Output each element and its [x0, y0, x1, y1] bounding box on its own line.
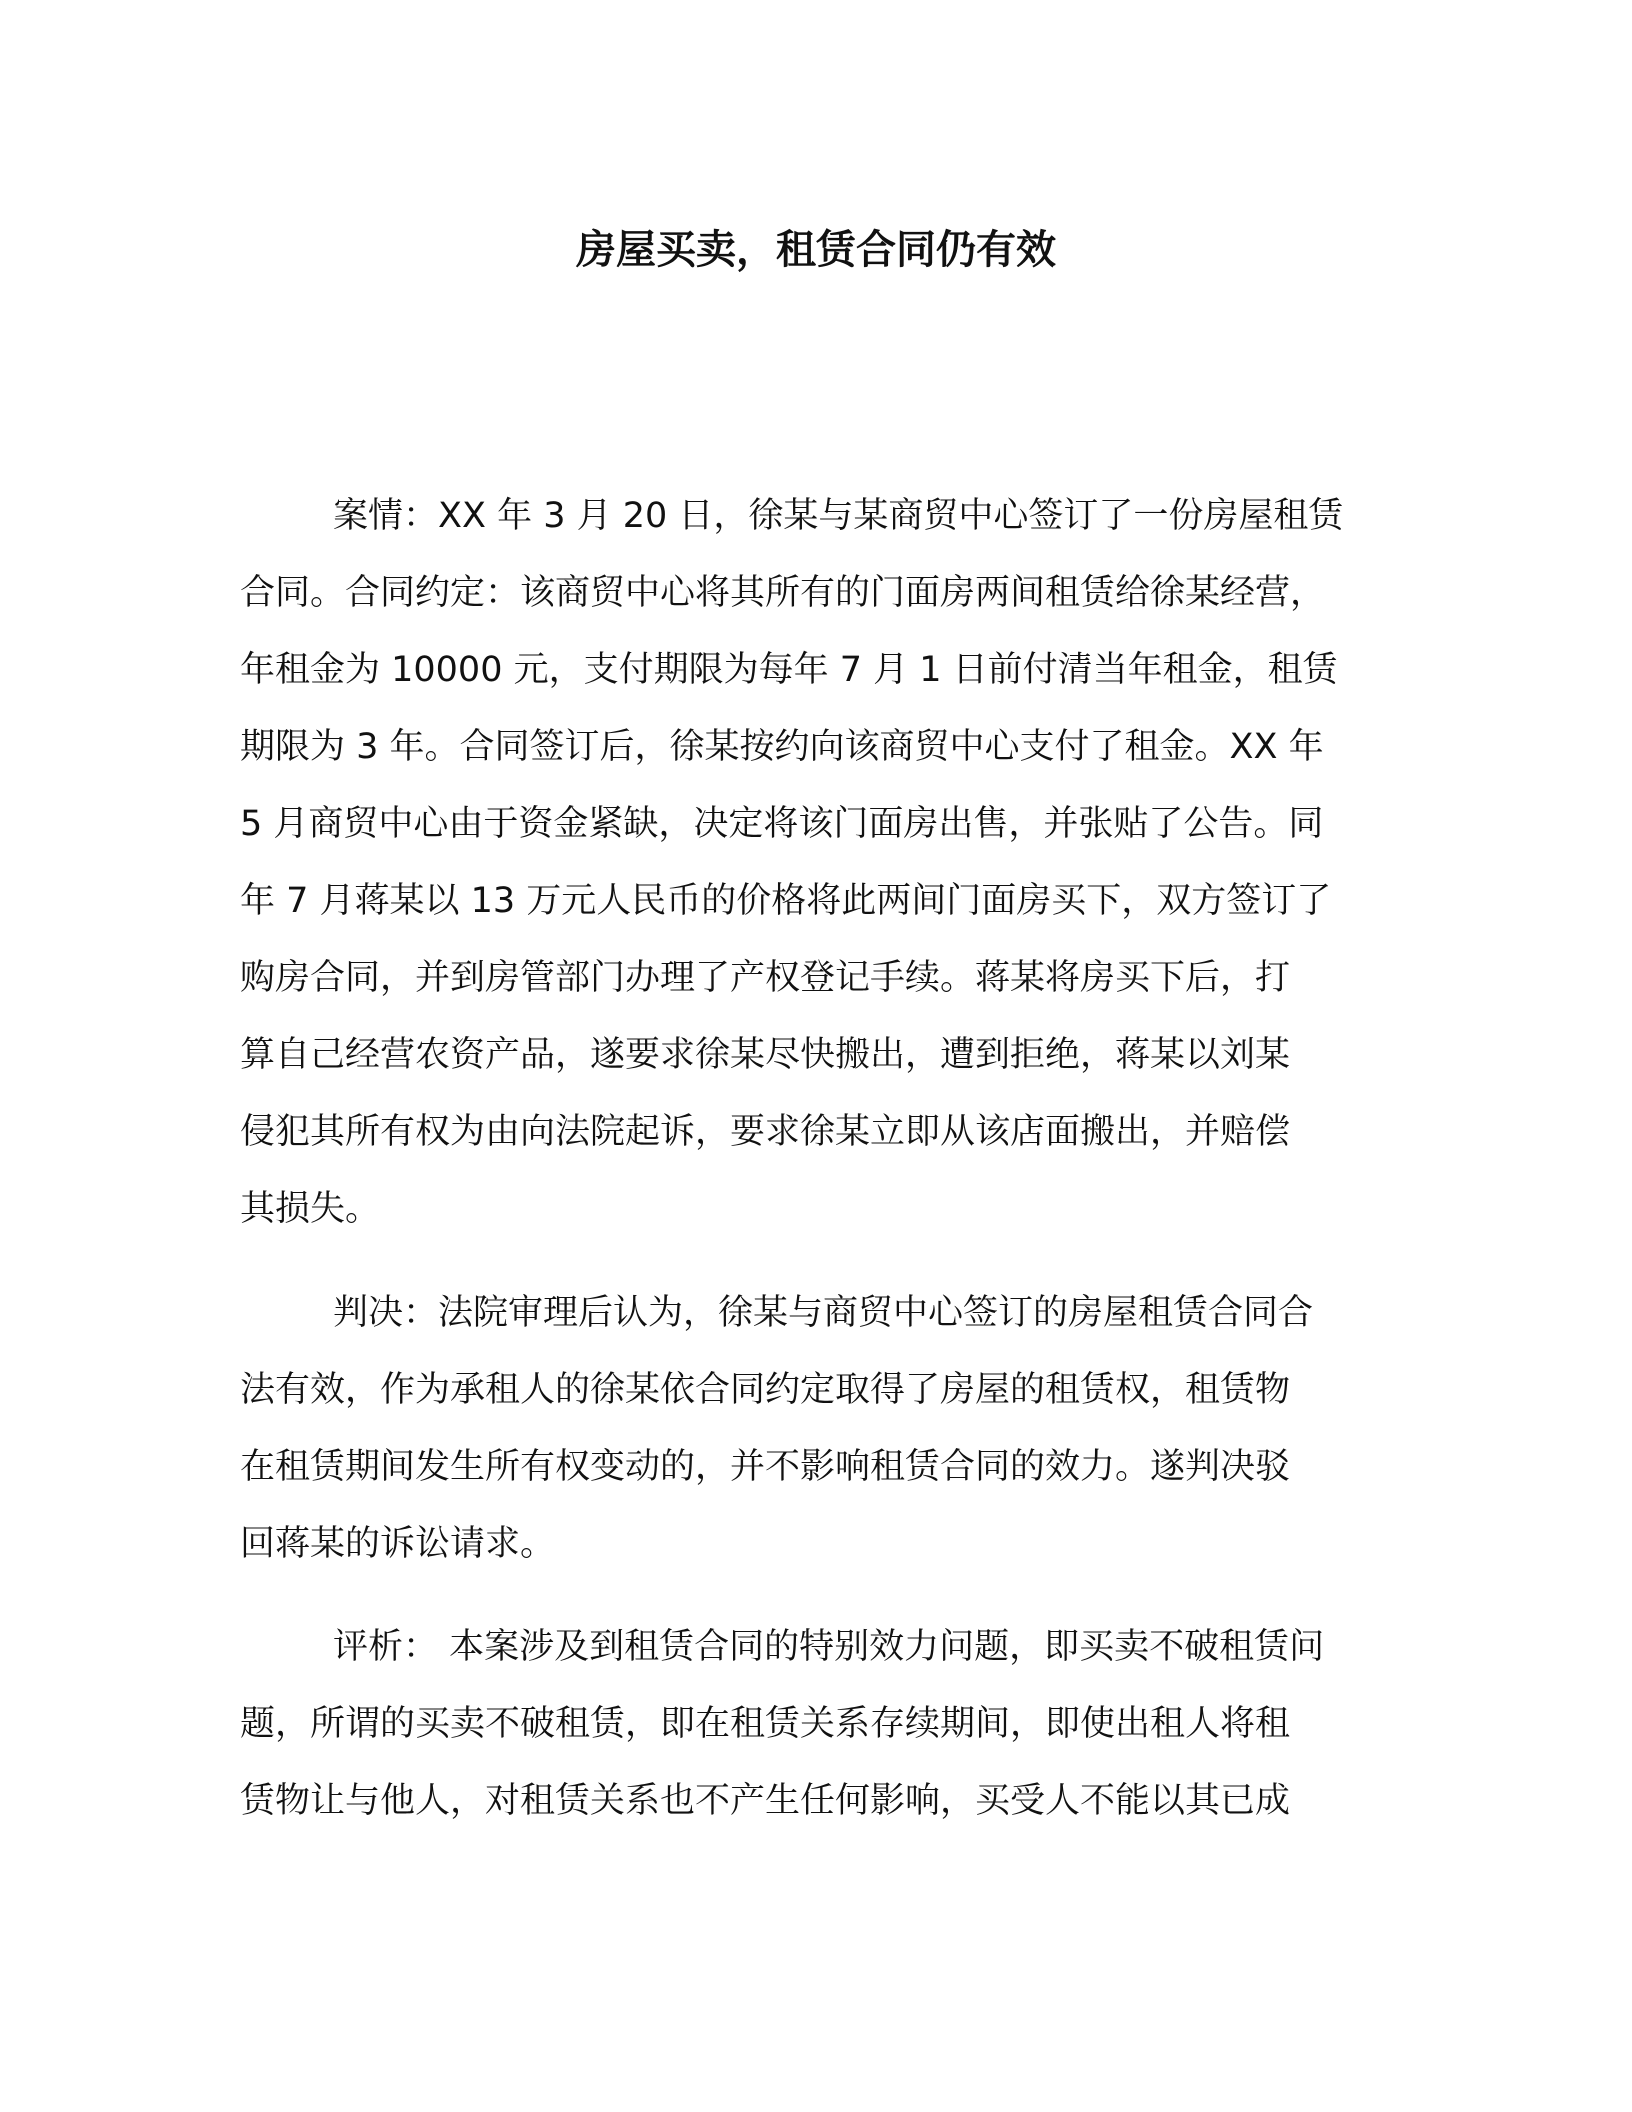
document-title: 房屋买卖，租赁合同仍有效	[576, 227, 1056, 273]
text-line: 案情：XX 年 3 月 20 日，徐某与某商贸中心签订了一份房屋租赁	[333, 496, 1344, 536]
text-line: 算自己经营农资产品，遂要求徐某尽快搬出，遭到拒绝，蒋某以刘某	[240, 1035, 1291, 1075]
paragraph-analysis	[240, 1609, 1400, 1840]
paragraph-case-facts	[240, 478, 1400, 1248]
text-line: 回蒋某的诉讼请求。	[240, 1524, 556, 1564]
text-line: 判决：法院审理后认为，徐某与商贸中心签订的房屋租赁合同合	[333, 1293, 1314, 1333]
paragraph-judgment	[240, 1275, 1400, 1583]
text-line: 评析： 本案涉及到租赁合同的特别效力问题，即买卖不破租赁问	[333, 1627, 1325, 1667]
text-line: 其损失。	[240, 1189, 381, 1229]
text-line: 题，所谓的买卖不破租赁，即在租赁关系存续期间，即使出租人将租	[240, 1704, 1291, 1744]
text-line: 赁物让与他人，对租赁关系也不产生任何影响，买受人不能以其已成	[240, 1781, 1291, 1821]
text-line: 年 7 月蒋某以 13 万元人民币的价格将此两间门面房买下，双方签订了	[240, 881, 1332, 921]
text-line: 合同。合同约定：该商贸中心将其所有的门面房两间租赁给徐某经营，	[240, 573, 1326, 613]
text-line: 侵犯其所有权为由向法院起诉，要求徐某立即从该店面搬出，并赔偿	[240, 1112, 1291, 1152]
text-line: 法有效，作为承租人的徐某依合同约定取得了房屋的租赁权，租赁物	[240, 1370, 1291, 1410]
text-line: 5 月商贸中心由于资金紧缺，决定将该门面房出售，并张贴了公告。同	[240, 804, 1324, 844]
text-line: 购房合同，并到房管部门办理了产权登记手续。蒋某将房买下后，打	[240, 958, 1291, 998]
text-line: 期限为 3 年。合同签订后，徐某按约向该商贸中心支付了租金。XX 年	[240, 727, 1324, 767]
text-line: 年租金为 10000 元，支付期限为每年 7 月 1 日前付清当年租金，租赁	[240, 650, 1338, 690]
text-line: 在租赁期间发生所有权变动的，并不影响租赁合同的效力。遂判决驳	[240, 1447, 1291, 1487]
